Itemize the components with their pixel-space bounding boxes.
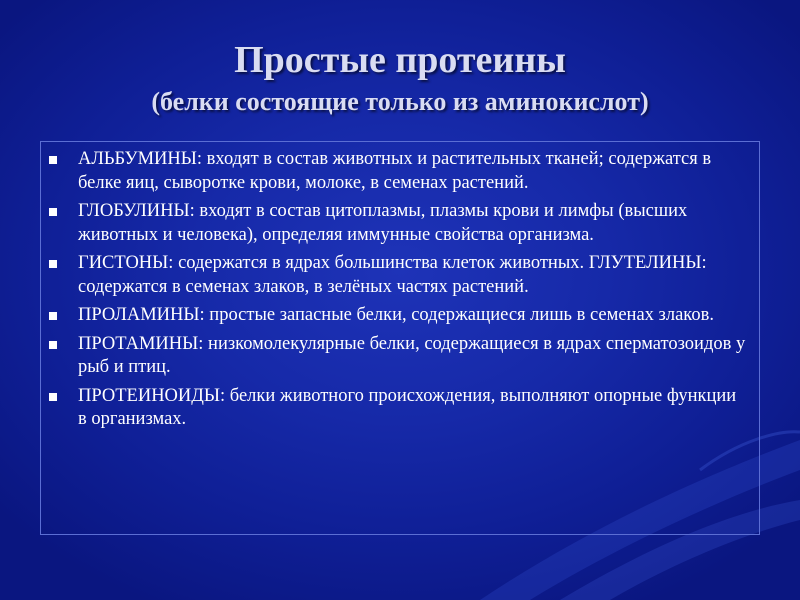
square-bullet-icon	[49, 208, 57, 216]
bullet-text: ГЛОБУЛИНЫ: входят в состав цитоплазмы, плазмы крови и лимфы (высших животных и человека), определяя иммунные свойства организма.	[78, 201, 688, 245]
bullet-item-proteinoids	[41, 385, 759, 432]
bullet-text: ПРОТЕИНОИДЫ: белки животного происхождения, выполняют опорные функции в организмах.	[78, 385, 737, 429]
slide-title: Простые протеины	[234, 39, 566, 81]
square-bullet-icon	[49, 156, 57, 164]
bullet-item-histones	[41, 252, 759, 299]
bullet-text: АЛЬБУМИНЫ: входят в состав животных и растительных тканей; содержатся в белке яиц, сыворотке крови, молоке, в семенах растений.	[78, 149, 712, 193]
square-bullet-icon	[49, 341, 57, 349]
square-bullet-icon	[49, 260, 57, 268]
square-bullet-icon	[49, 312, 57, 320]
bullet-list	[41, 142, 759, 432]
slide-subtitle: (белки состоящие только из аминокислот)	[151, 87, 649, 116]
bullet-item-prolamins	[41, 304, 759, 328]
bullet-text: ПРОЛАМИНЫ: простые запасные белки, содержащиеся лишь в семенах злаков.	[78, 305, 714, 325]
square-bullet-icon	[49, 393, 57, 401]
bullet-item-globulins	[41, 200, 759, 247]
bullet-text: ГИСТОНЫ: содержатся в ядрах большинства клеток животных. ГЛУТЕЛИНЫ: содержатся в семенах злаков, в зелёных частях растений.	[78, 253, 707, 297]
bullet-item-albumins	[41, 148, 759, 195]
bullet-item-protamines	[41, 333, 759, 380]
content-box	[40, 141, 760, 535]
bullet-text: ПРОТАМИНЫ: низкомолекулярные белки, содержащиеся в ядрах сперматозоидов у рыб и птиц.	[78, 333, 746, 377]
title-block	[0, 38, 800, 118]
